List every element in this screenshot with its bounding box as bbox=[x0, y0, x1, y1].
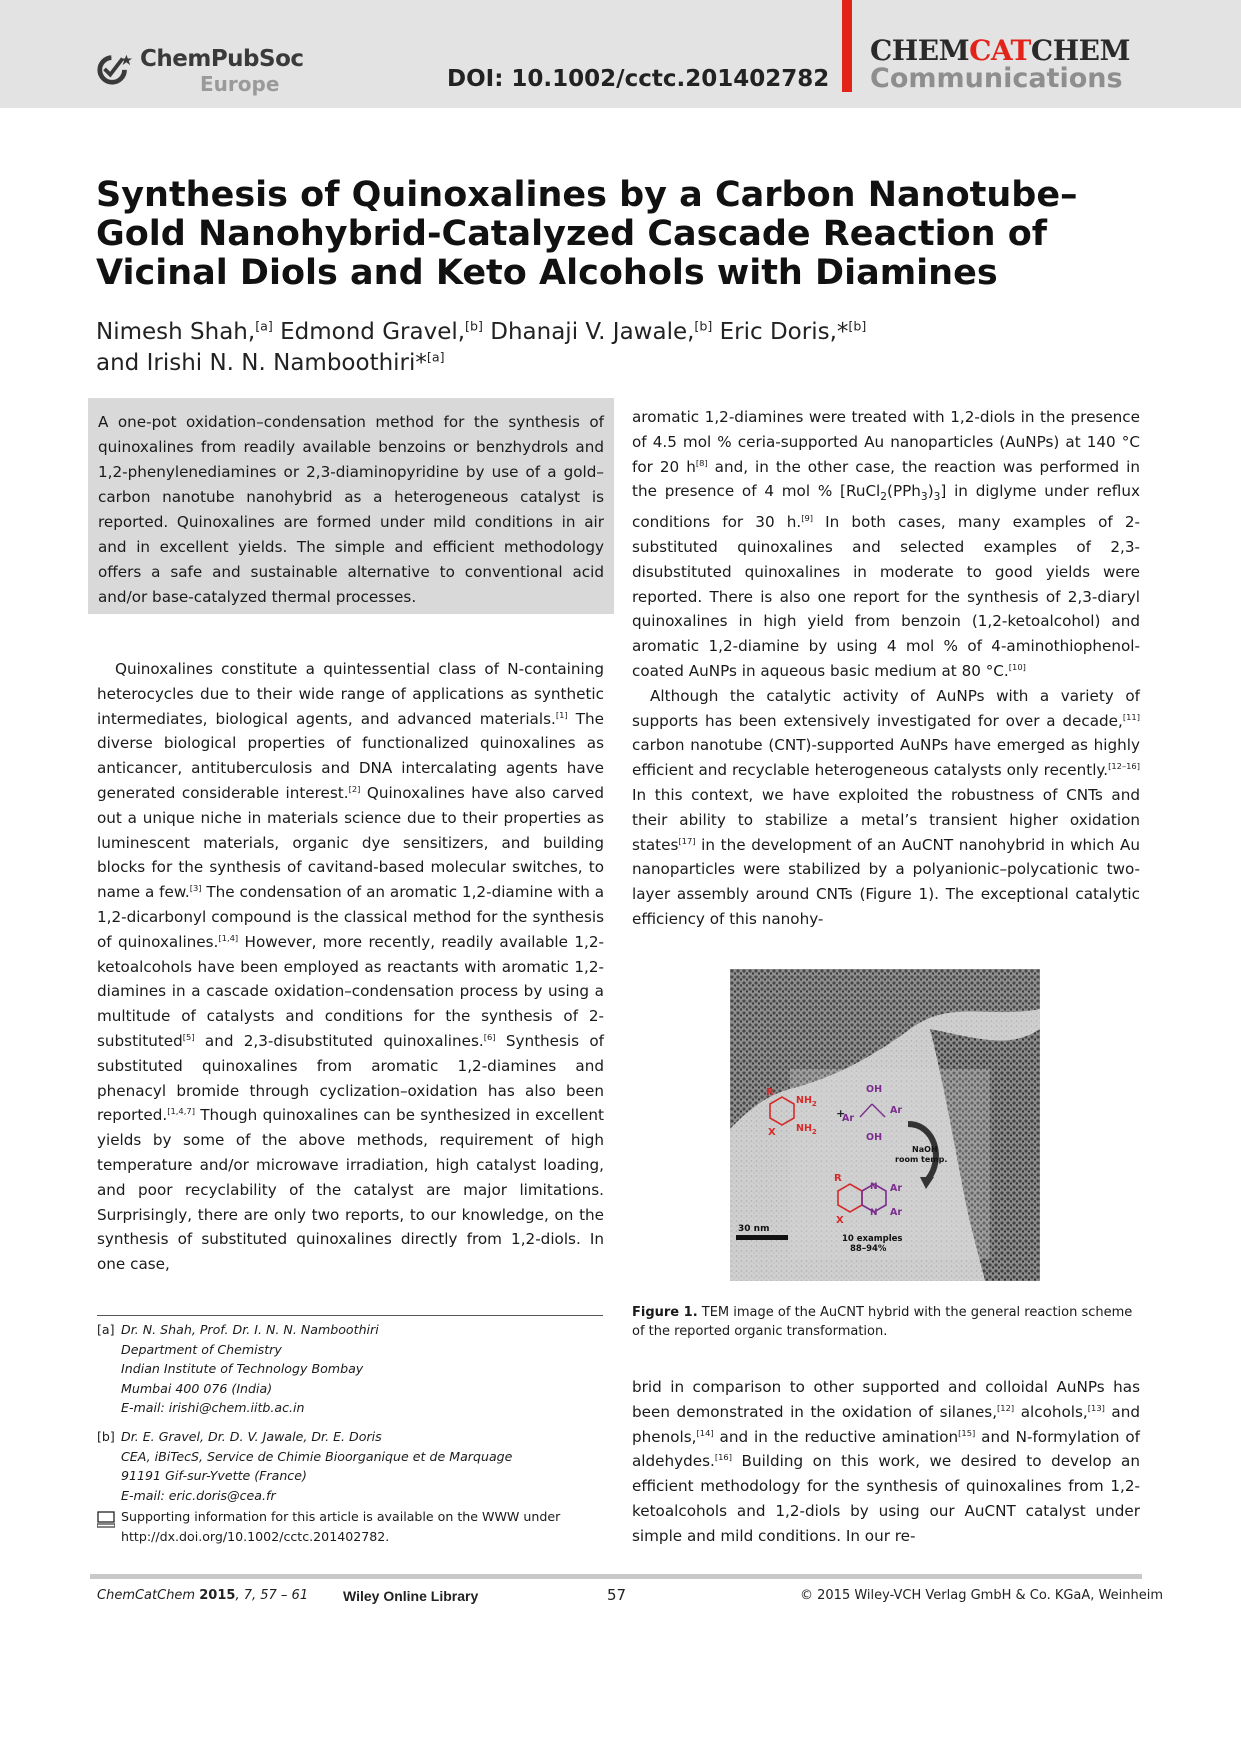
author: Dhanaji V. Jawale, bbox=[490, 319, 695, 345]
scale-bar bbox=[736, 1235, 788, 1240]
citation[interactable]: [15] bbox=[958, 1427, 976, 1438]
body-paragraph: Quinoxalines constitute a quintessential class of N-containing heterocycles due to their wide range of applications as synthetic intermediates, biological agents, and advanced materials.[1] The diverse biological properties of functionalized quinoxalines as anticancer, antituberculosis and DNA intercalating agents have generated considerable interest.[2] Quinoxalines have also carved out a unique niche in materials science due to their properties as luminescent materials, organic dye sensitizers, and building blocks for the synthesis of cavitand-based molecular switches, to name a few.[3] The condensation of an aromatic 1,2-diamine with a 1,2-dicarbonyl compound is the classical method for the synthesis of quinoxalines.[1,4] However, more recently, readily available 1,2-ketoalcohols have been employed as reactants with aromatic 1,2-diamines in a cascade oxidation–condensation process by using a multitude of catalysts and conditions for the synthesis of 2-substituted[5] and 2,3-disubstituted quinoxalines.[6] Synthesis of substituted quinoxalines from aromatic 1,2-diamines and phenacyl bromide through cyclization–oxidation has also been reported.[1,4,7] Though quinoxalines can be synthesized in excellent yields by some of the above methods, requirement of high temperature and/or microwave irradiation, high catalyst loading, and poor recyclability of the catalyst are major limitations. Surprisingly, there are only two reports, to our knowledge, on the synthesis of substituted quinoxalines directly from 1,2-diols. In one case, bbox=[97, 660, 605, 1274]
scheme-yield: 88–94% bbox=[850, 1244, 887, 1254]
citation[interactable]: [3] bbox=[189, 883, 202, 894]
citation[interactable]: [14] bbox=[696, 1427, 714, 1438]
article-section: Communications bbox=[870, 63, 1123, 94]
body-paragraph: aromatic 1,2-diamines were treated with 1,2-diols in the presence of 4.5 mol % ceria-supported Au nanoparticles (AuNPs) at 140 °C for 20 h[8] and, in the other case, the reaction was performed in the presence of 4 mol % $[RuCl_2(PPh_3)_3]$ in diglyme under reflux conditions for 30 h.[9] In both cases, many examples of 2-substituted quinoxalines and selected examples of 2,3-disubstituted quinoxalines in moderate to good yields were reported. There is also one report for the synthesis of 2,3-diaryl quinoxalines in high yield from benzoin (1,2-ketoalcohol) and aromatic 1,2-diamine by using 4 mol % of 4-aminothiophenol-coated AuNPs in aqueous basic medium at 80 °C.[10] bbox=[632, 408, 1140, 680]
citation[interactable]: [1,4,7] bbox=[167, 1106, 195, 1117]
doi-link[interactable]: DOI: 10.1002/cctc.201402782 bbox=[447, 66, 830, 92]
scheme-reagent: NaOH bbox=[912, 1145, 938, 1154]
supporting-info-note: Supporting information for this article is available on the WWW under http://dx.doi.org/10.1002/cctc.201402782. bbox=[97, 1507, 603, 1546]
journal-name: CHEMCATCHEM bbox=[870, 34, 1130, 67]
citation[interactable]: [1,4] bbox=[218, 932, 239, 943]
supporting-info-link[interactable]: http://dx.doi.org/10.1002/cctc.201402782. bbox=[121, 1528, 390, 1544]
svg-text:R: R bbox=[834, 1173, 842, 1184]
svg-text:Ar: Ar bbox=[842, 1113, 855, 1124]
body-right-column bbox=[632, 405, 1140, 932]
citation[interactable]: [12] bbox=[997, 1402, 1015, 1413]
footer-citation: ChemCatChem 2015, 7, 57 – 61 bbox=[97, 1588, 309, 1603]
citation[interactable]: [9] bbox=[801, 513, 814, 524]
body-right-column-lower bbox=[632, 1375, 1140, 1549]
computer-icon bbox=[97, 1510, 115, 1528]
citation[interactable]: [11] bbox=[1122, 711, 1140, 722]
citation[interactable]: [16] bbox=[714, 1452, 732, 1463]
article-title: Synthesis of Quinoxalines by a Carbon Nanotube–Gold Nanohybrid-Catalyzed Cascade Reaction of Vicinal Diols and Keto Alcohols with Diamines bbox=[96, 175, 1078, 293]
publisher-logo bbox=[96, 44, 304, 96]
author: Nimesh Shah, bbox=[96, 319, 256, 345]
author: Eric Doris,* bbox=[719, 319, 849, 345]
body-paragraph: Although the catalytic activity of AuNPs with a variety of supports has been extensively investigated for over a decade,[11] carbon nanotube (CNT)-supported AuNPs have emerged as highly efficient and recyclable heterogeneous catalysts only recently.[12–16] In this context, we have exploited the robustness of CNTs and their ability to stabilize a metal’s transient higher oxidation states[17] in the development of an AuCNT nanohybrid in which Au nanoparticles were stabilized by a polyanionic–polycationic two-layer assembly around CNTs (Figure 1). The exceptional catalytic efficiency of this nanohy- bbox=[632, 686, 1140, 928]
figure-caption: Figure 1. TEM image of the AuCNT hybrid with the general reaction scheme of the reported organic transformation. bbox=[632, 1305, 1133, 1339]
publisher-name: ChemPubSoc bbox=[140, 46, 304, 72]
svg-text:Ar: Ar bbox=[890, 1105, 903, 1116]
svg-text:Ar: Ar bbox=[890, 1183, 903, 1194]
svg-text:+: + bbox=[836, 1107, 846, 1120]
svg-text:OH: OH bbox=[866, 1084, 883, 1095]
scale-bar-label: 30 nm bbox=[738, 1224, 770, 1234]
journal-accent-bar bbox=[842, 0, 852, 92]
chempubsoc-logo-icon bbox=[96, 48, 134, 88]
citation[interactable]: [12–16] bbox=[1108, 761, 1140, 772]
scheme-x-label: X bbox=[768, 1127, 776, 1138]
author: Edmond Gravel, bbox=[280, 319, 466, 345]
citation[interactable]: [17] bbox=[678, 835, 696, 846]
wiley-online-library-link[interactable]: Wiley Online Library bbox=[343, 1588, 479, 1604]
figure-1-tem-image bbox=[730, 969, 1040, 1281]
svg-text:NH2: $NH_2$ bbox=[796, 1095, 817, 1108]
citation[interactable]: [6] bbox=[483, 1031, 496, 1042]
email-link[interactable]: E-mail: irishi@chem.iitb.ac.in bbox=[121, 1400, 305, 1416]
affiliation-a: [a] Dr. N. Shah, Prof. Dr. I. N. N. Namboothiri Department of Chemistry Indian Institute of Technology Bombay Mumbai 400 076 (India) E-mail: irishi@chem.iitb.ac.in bbox=[97, 1320, 603, 1418]
body-paragraph: brid in comparison to other supported and colloidal AuNPs has been demonstrated in the oxidation of silanes,[12] alcohols,[13] and phenols,[14] and in the reductive amination[15] and N-formylation of aldehydes.[16] Building on this work, we desired to develop an efficient methodology for the synthesis of quinoxalines from 1,2-ketoalcohols and 1,2-diols by using our AuCNT catalyst under simple and mild conditions. In our re- bbox=[632, 1378, 1141, 1545]
citation[interactable]: [10] bbox=[1008, 661, 1026, 672]
svg-text:OH: OH bbox=[866, 1132, 883, 1143]
page-number: 57 bbox=[607, 1586, 627, 1604]
footer-rule bbox=[90, 1574, 1142, 1579]
svg-text:N: N bbox=[870, 1208, 878, 1218]
svg-text:Ar: Ar bbox=[890, 1207, 903, 1218]
citation[interactable]: [1] bbox=[555, 709, 568, 720]
citation[interactable]: [8] bbox=[695, 457, 708, 468]
body-left-column bbox=[97, 657, 604, 1277]
citation[interactable]: [2] bbox=[348, 783, 361, 794]
abstract-box bbox=[88, 398, 614, 614]
citation[interactable]: [5] bbox=[182, 1031, 195, 1042]
email-link[interactable]: E-mail: eric.doris@cea.fr bbox=[121, 1487, 276, 1503]
copyright: © 2015 Wiley-VCH Verlag GmbH & Co. KGaA, Weinheim bbox=[800, 1588, 1164, 1603]
affiliation-b: [b] Dr. E. Gravel, Dr. D. V. Jawale, Dr. E. Doris CEA, iBiTecS, Service de Chimie Bioorganique et de Marquage 91191 Gif-sur-Yvette (France) E-mail: eric.doris@cea.fr bbox=[97, 1427, 603, 1505]
svg-text:N: N bbox=[870, 1182, 878, 1192]
citation[interactable]: [13] bbox=[1087, 1402, 1105, 1413]
scheme-examples: 10 examples bbox=[842, 1234, 903, 1244]
publisher-region: Europe bbox=[200, 72, 280, 96]
footnote-divider bbox=[97, 1315, 603, 1316]
svg-text:X: X bbox=[836, 1215, 844, 1226]
author: and Irishi N. N. Namboothiri* bbox=[96, 350, 427, 376]
svg-text:NH2: $NH_2$ bbox=[796, 1123, 817, 1136]
abstract-text: A one-pot oxidation–condensation method for the synthesis of quinoxalines from readily available benzoins or benzhydrols and 1,2-phenylenediamines or 2,3-diaminopyridine by use of a gold–carbon nanotube nanohybrid as a heterogeneous catalyst is reported. Quinoxalines are formed under mild conditions in air and in excellent yields. The simple and efficient methodology offers a safe and sustainable alternative to conventional acid and/or base-catalyzed thermal processes. bbox=[98, 413, 604, 606]
scheme-r-label: R bbox=[766, 1087, 774, 1098]
author-list: Nimesh Shah,[a] Edmond Gravel,[b] Dhanaji V. Jawale,[b] Eric Doris,*[b] and Irishi N. N. Namboothiri*[a] bbox=[96, 318, 867, 376]
scheme-condition: room temp. bbox=[895, 1155, 948, 1164]
